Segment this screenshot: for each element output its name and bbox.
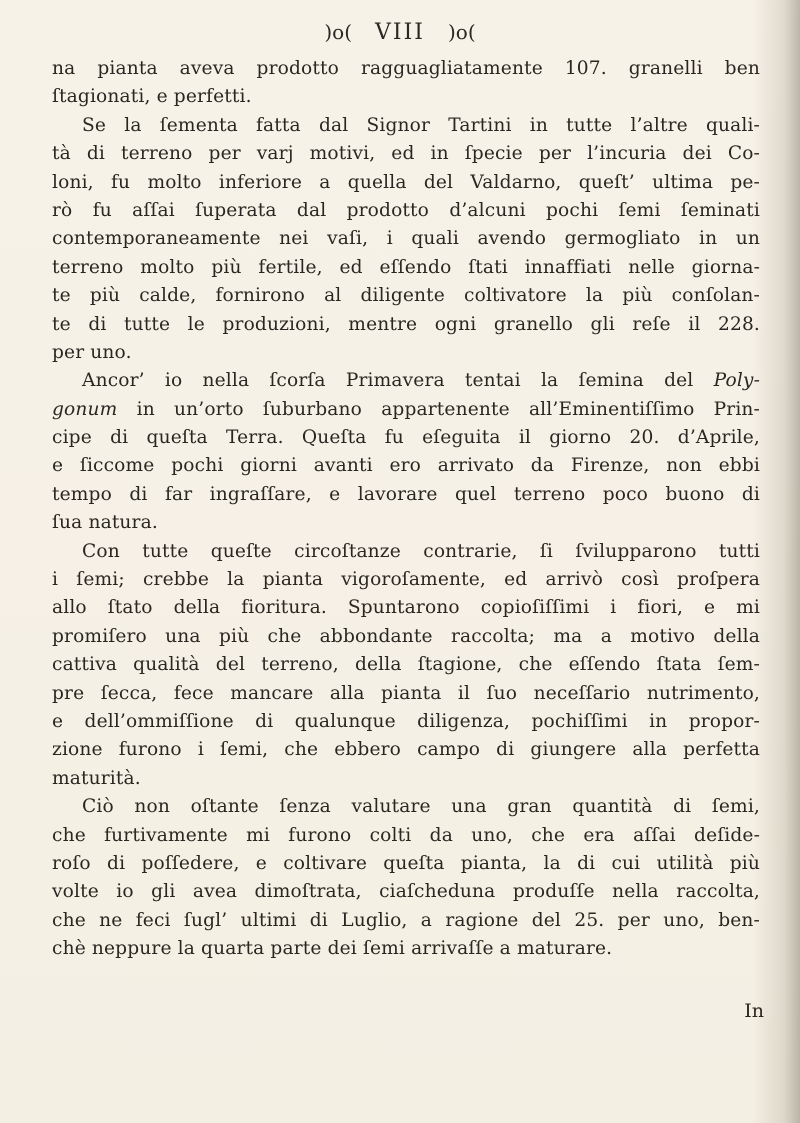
page-number: VIII xyxy=(375,20,425,45)
text-line: te di tutte le produzioni, mentre ogni granello gli reſe il 228. xyxy=(52,313,760,335)
text-line: zione furono i ſemi, che ebbero campo di giungere alla perfetta xyxy=(52,739,760,761)
text-line: volte io gli avea dimoſtrata, ciaſcheduna produſſe nella raccolta, xyxy=(52,881,760,903)
text-line: terreno molto più fertile, ed eſſendo ſtati innaffiati nelle giorna- xyxy=(52,256,760,278)
text-line xyxy=(52,396,760,424)
text-line: Con tutte queſte circoſtanze contrarie, ſi ſvilupparono tutti xyxy=(82,540,760,562)
text-line: rò fu aſſai ſuperata dal prodotto d’alcuni pochi ſemi ſeminati xyxy=(52,199,760,221)
text-line: Ciò non oſtante ſenza valutare una gran quantità di ſemi, xyxy=(82,796,760,818)
text-line: ſua natura. xyxy=(52,512,158,534)
body-text xyxy=(52,55,760,964)
text-line: contemporaneamente nei vaſi, i quali avendo germogliato in un xyxy=(52,228,760,250)
text-line: cattiva qualità del terreno, della ſtagione, che eſſendo ſtata ſem- xyxy=(52,654,760,676)
left-ornament: )o( xyxy=(324,20,353,44)
text-line: cipe di queſta Terra. Queſta fu eſeguita il giorno 20. d’Aprile, xyxy=(52,427,760,449)
italic-term: Poly- xyxy=(713,370,760,392)
text-line: maturità. xyxy=(52,767,141,789)
text-line: chè neppure la quarta parte dei ſemi arrivaſſe a maturare. xyxy=(52,938,613,960)
text-line xyxy=(52,367,760,395)
text-line: i ſemi; crebbe la pianta vigoroſamente, ed arrivò così proſpera xyxy=(52,569,760,591)
right-ornament: )o( xyxy=(447,20,476,44)
text-line: pre ſecca, fece mancare alla pianta il ſuo neceſſario nutrimento, xyxy=(52,682,760,704)
text-line: ſtagionati, e perfetti. xyxy=(52,86,252,108)
running-head xyxy=(0,20,800,45)
text-line: loni, fu molto inferiore a quella del Valdarno, queſt’ ultima pe- xyxy=(52,171,760,193)
text-line: roſo di poſſedere, e coltivare queſta pianta, la di cui utilità più xyxy=(52,852,760,874)
text-line: na pianta aveva prodotto ragguagliatamente 107. granelli ben xyxy=(52,58,760,79)
text-line: tempo di far ingraſſare, e lavorare quel terreno poco buono di xyxy=(52,483,760,505)
text-fragment: Ancor’ io nella ſcorſa Primavera tentai la ſemina del xyxy=(82,370,714,392)
text-line: promiſero una più che abbondante raccolta; ma a motivo della xyxy=(52,625,760,647)
text-line: per uno. xyxy=(52,341,132,363)
text-line: e dell’ommiſſione di qualunque diligenza, pochiſſimi in propor- xyxy=(52,710,760,732)
catchword: In xyxy=(744,1000,764,1022)
text-line: tà di terreno per varj motivi, ed in ſpecie per l’incuria dei Co- xyxy=(52,143,760,165)
italic-term: gonum xyxy=(52,398,118,420)
text-line: allo ſtato della fioritura. Spuntarono copioſiſſimi i fiori, e mi xyxy=(52,597,760,619)
text-line: e ſiccome pochi giorni avanti ero arrivato da Firenze, non ebbi xyxy=(52,455,760,477)
text-line: te più calde, fornirono al diligente coltivatore la più conſolan- xyxy=(52,285,760,307)
text-line: che furtivamente mi furono colti da uno, che era aſſai deſide- xyxy=(52,824,760,846)
text-fragment: in un’orto ſuburbano appartenente all’Eminentiſſimo Prin- xyxy=(136,398,760,420)
text-line: che ne feci ſugl’ ultimi di Luglio, a ragione del 25. per uno, ben- xyxy=(52,909,760,931)
text-line: Se la ſementa fatta dal Signor Tartini in tutte l’altre quali- xyxy=(82,114,760,136)
